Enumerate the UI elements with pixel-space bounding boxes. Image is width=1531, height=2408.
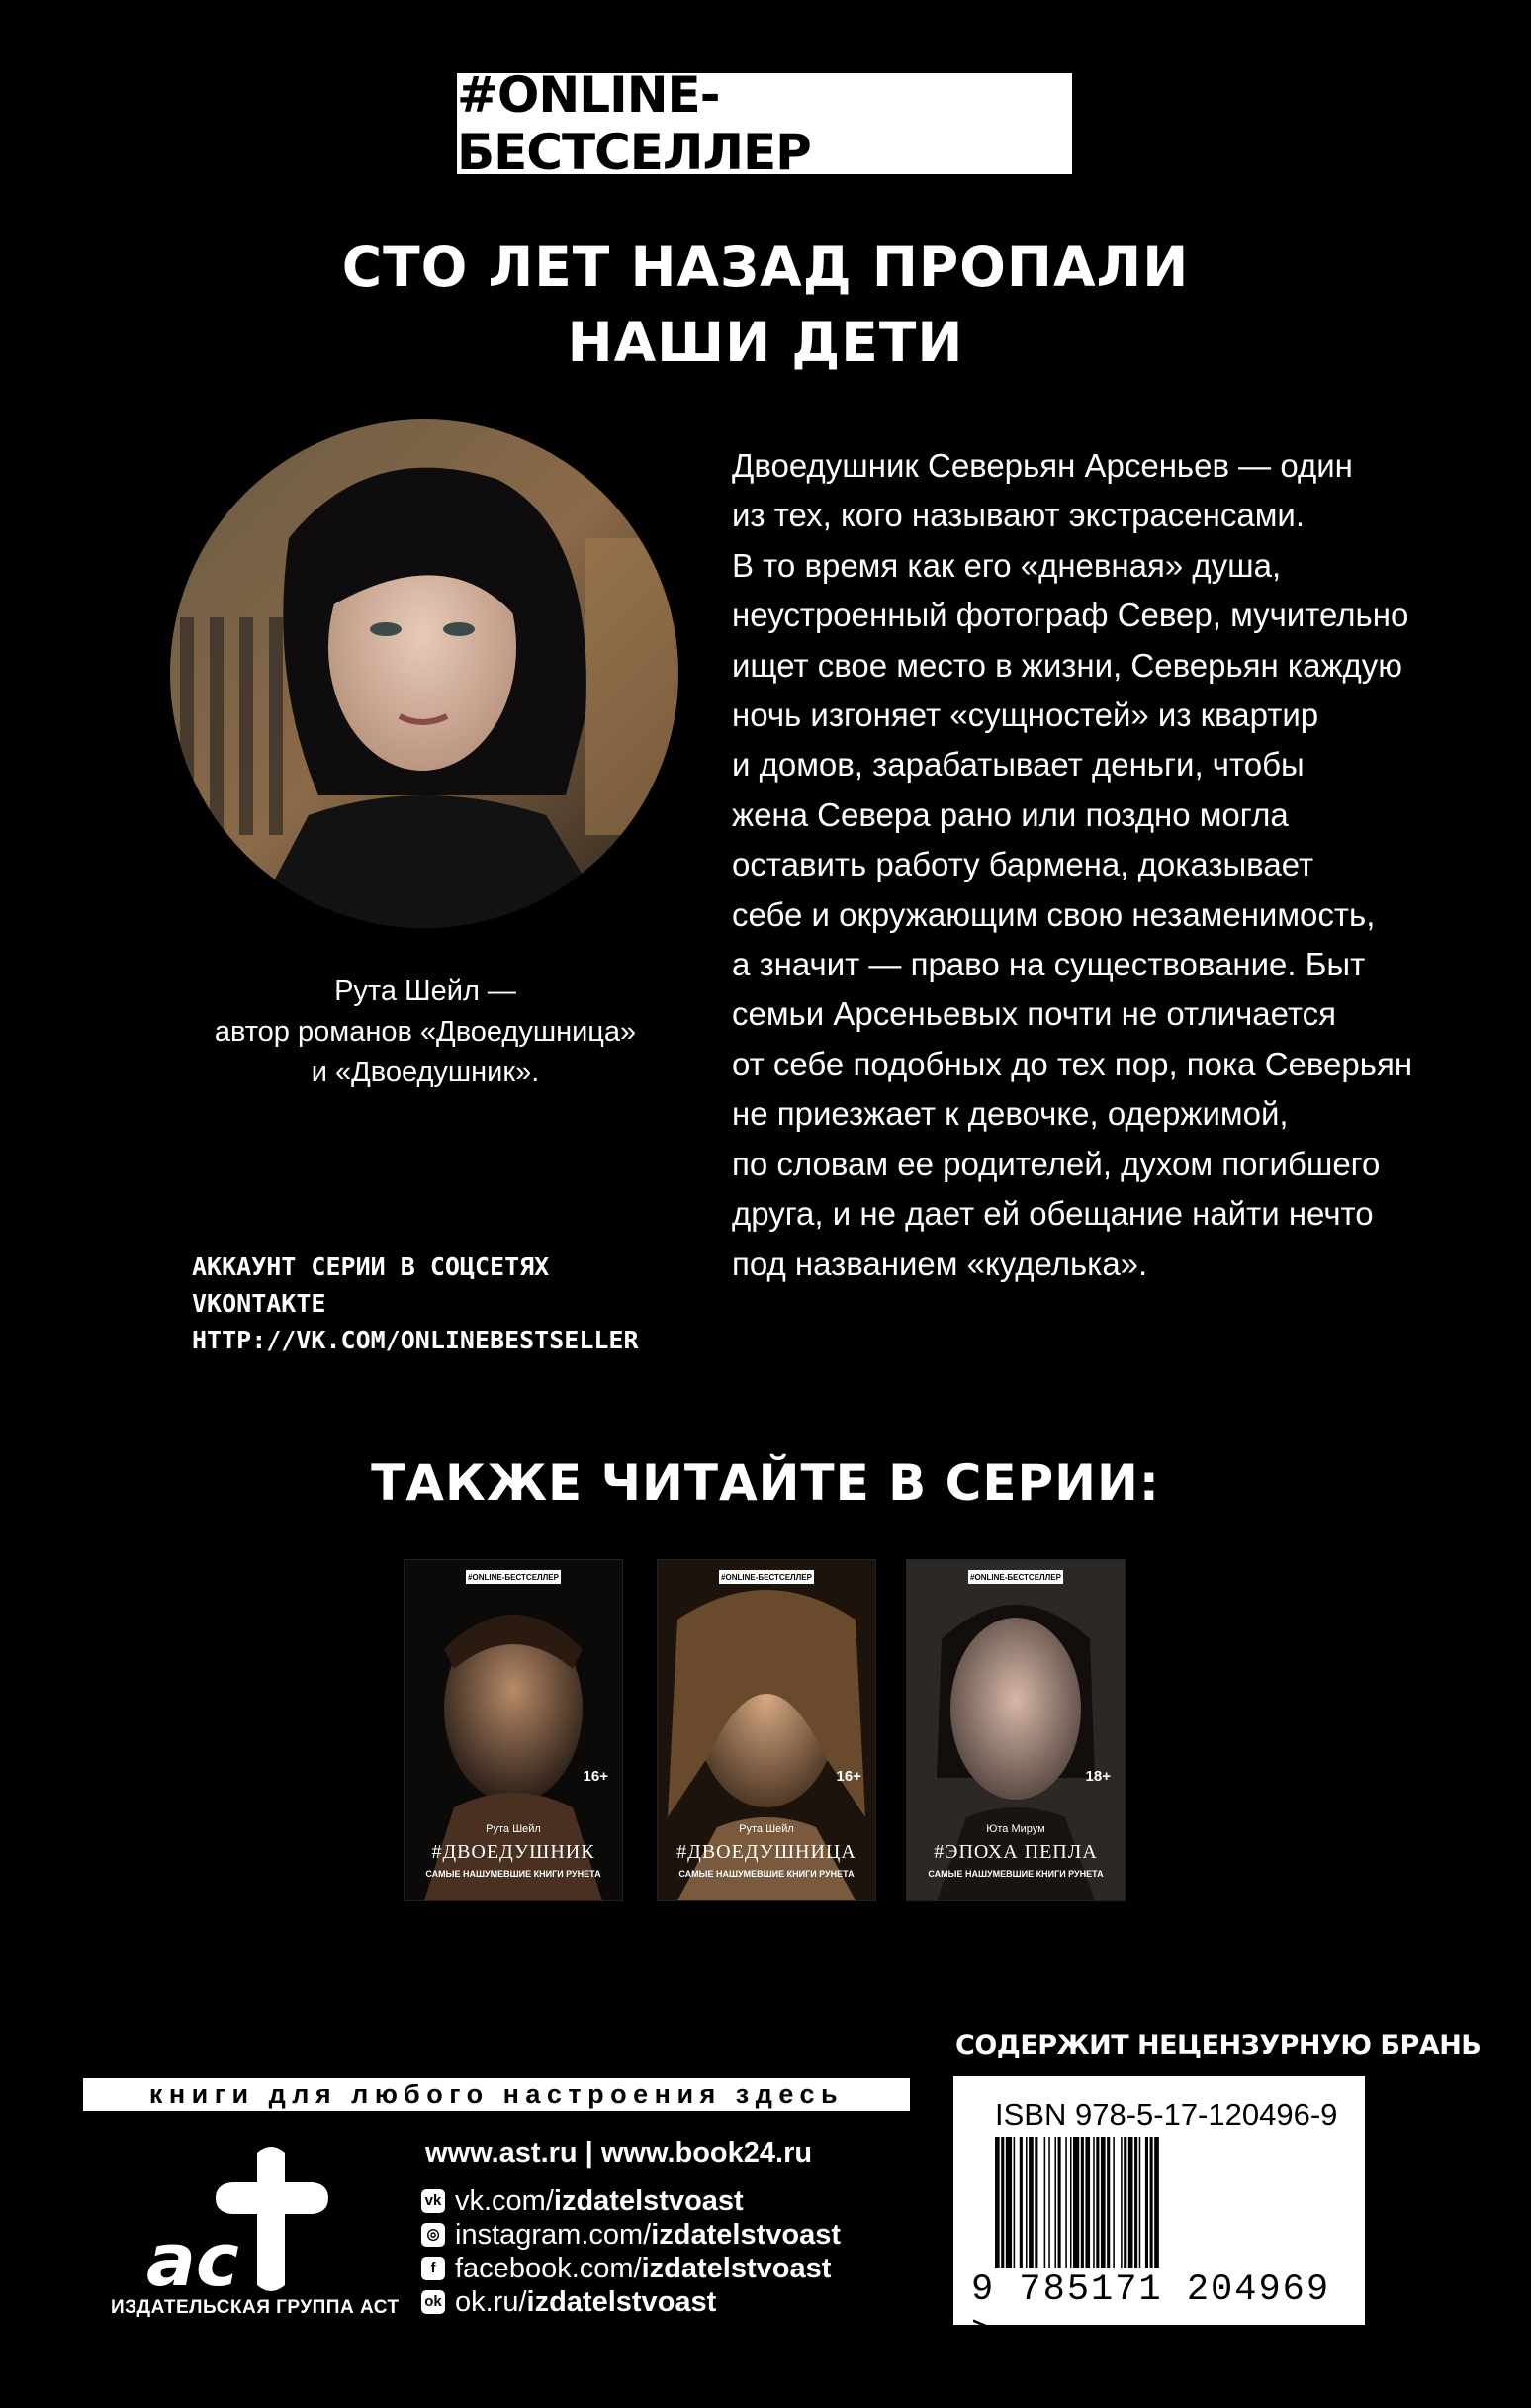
book-cover-dvoedushnitsa[interactable] (657, 1559, 876, 1901)
link-prefix: instagram.com/ (455, 2219, 652, 2251)
barcode-bar (1145, 2137, 1148, 2268)
blurb-line: семьи Арсеньевых почти не отличается (732, 995, 1337, 1033)
barcode-bar (1085, 2137, 1090, 2268)
book-author: Рута Шейл (486, 1823, 541, 1835)
book-series-badge: #ONLINE-БЕСТСЕЛЛЕР (968, 1570, 1063, 1584)
blurb-line: не приезжает к девочке, одержимой, (732, 1095, 1289, 1133)
book-cover-dvoedushnik[interactable] (404, 1559, 623, 1901)
barcode-bar (1029, 2137, 1034, 2268)
publisher-websites[interactable]: www.ast.ru | www.book24.ru (425, 2137, 813, 2169)
link-handle: izdatelstvoast (526, 2286, 717, 2318)
barcode-bar (1065, 2137, 1067, 2268)
barcode-bar (1058, 2137, 1061, 2268)
isbn-box (953, 2076, 1365, 2353)
blurb-line: и домов, зарабатывает деньги, чтобы (732, 746, 1305, 784)
caption-line-1: Рута Шейл — (334, 975, 516, 1007)
caption-line-2: автор романов «Двоедушница» (214, 1016, 637, 1048)
barcode-bar (1096, 2137, 1099, 2268)
book-age-rating: 18+ (1085, 1768, 1111, 1785)
blurb-line: друга, и не дает ей обещание найти нечто (732, 1195, 1374, 1233)
book-tagline: САМЫЕ НАШУМЕВШИЕ КНИГИ РУНЕТА (678, 1869, 855, 1879)
vk-link[interactable] (421, 2184, 841, 2218)
barcode-bar (1113, 2137, 1115, 2268)
barcode-bar (1048, 2137, 1050, 2268)
barcode-bar (1093, 2137, 1095, 2268)
mood-strip-label: книги для любого настроения здесь (148, 2079, 845, 2109)
book-author: Юта Мирум (986, 1823, 1045, 1835)
barcode-icon (995, 2137, 1327, 2268)
book-tagline: САМЫЕ НАШУМЕВШИЕ КНИГИ РУНЕТА (425, 1869, 601, 1879)
blurb-line: ночь изгоняет «сущностей» из квартир (732, 696, 1319, 734)
author-caption (148, 972, 702, 1093)
barcode-bar (1101, 2137, 1106, 2268)
book-author: Рута Шейл (739, 1823, 794, 1835)
link-prefix: facebook.com/ (455, 2253, 642, 2284)
blurb-line: под названием «куделька». (732, 1245, 1148, 1282)
book-blurb (732, 441, 1424, 1289)
barcode-bar (1044, 2137, 1046, 2268)
ok-link[interactable] (421, 2285, 841, 2319)
social-heading: АККАУНТ СЕРИИ В СОЦСЕТЯХ (192, 1252, 550, 1281)
series-badge (457, 66, 1072, 181)
barcode-bar (1070, 2137, 1072, 2268)
book-title: #ДВОЕДУШНИК (431, 1841, 595, 1863)
blurb-line: а значит — право на существование. Быт (732, 946, 1366, 983)
barcode-bar (1128, 2137, 1133, 2268)
headline-line-1: СТО ЛЕТ НАЗАД ПРОПАЛИ (341, 235, 1190, 299)
isbn-number: ISBN 978-5-17-120496-9 (995, 2097, 1338, 2132)
book-title: #ДВОЕДУШНИЦА (676, 1841, 856, 1863)
barcode-bar (1134, 2137, 1137, 2268)
series-badge-label: #ONLINE-БЕСТСЕЛЛЕР (457, 66, 811, 181)
publisher-name: ИЗДАТЕЛЬСКАЯ ГРУППА АСТ (111, 2297, 400, 2318)
barcode-bar (1035, 2137, 1037, 2268)
barcode-bar (1006, 2137, 1012, 2268)
series-social-account (192, 1249, 639, 1358)
svg-text:ac: ac (146, 2218, 239, 2303)
barcode-digits: 9 785171 204969 > (971, 2269, 1331, 2353)
instagram-link[interactable] (421, 2218, 841, 2252)
link-handle: izdatelstvoast (641, 2253, 832, 2284)
instagram-icon: ◎ (421, 2223, 445, 2247)
blurb-line: В то время как его «дневная» душа, (732, 546, 1282, 584)
ok-icon: ok (421, 2290, 445, 2314)
book-tagline: САМЫЕ НАШУМЕВШИЕ КНИГИ РУНЕТА (928, 1869, 1104, 1879)
blurb-line: жена Севера рано или поздно могла (732, 795, 1289, 833)
headline-line-2: НАШИ ДЕТИ (567, 311, 964, 374)
book-series-badge: #ONLINE-БЕСТСЕЛЛЕР (719, 1570, 814, 1584)
book-title: #ЭПОХА ПЕПЛА (934, 1841, 1098, 1863)
barcode-bar (1001, 2137, 1004, 2268)
blurb-line: от себе подобных до тех пор, пока Северьян (732, 1045, 1413, 1082)
publisher-social-links (421, 2184, 841, 2319)
social-url[interactable]: HTTP://VK.COM/ONLINEBESTSELLER (192, 1326, 639, 1354)
author-photo (170, 419, 678, 928)
blurb-line: по словам ее родителей, духом погибшего (732, 1145, 1381, 1182)
barcode-bar (1073, 2137, 1079, 2268)
caption-line-3: и «Двоедушник». (311, 1057, 540, 1088)
barcode-bar (1121, 2137, 1123, 2268)
barcode-bar (1014, 2137, 1016, 2268)
facebook-icon: f (421, 2257, 445, 2280)
book-age-rating: 16+ (583, 1768, 608, 1785)
barcode-bar (1081, 2137, 1084, 2268)
also-read-heading: ТАКЖЕ ЧИТАЙТЕ В СЕРИИ: (371, 1454, 1160, 1512)
barcode-bar (1054, 2137, 1056, 2268)
book-age-rating: 16+ (836, 1768, 861, 1785)
facebook-link[interactable] (421, 2252, 841, 2285)
blurb-line: Двоедушник Северьян Арсеньев — один (732, 447, 1353, 484)
barcode-bar (1154, 2137, 1159, 2268)
barcode-bar (1139, 2137, 1141, 2268)
social-network: VKONTAKTE (192, 1289, 326, 1318)
barcode-bar (995, 2137, 1000, 2268)
blurb-line: оставить работу бармена, доказывает (732, 846, 1314, 883)
book-cover-epokha-pepla[interactable] (906, 1559, 1126, 1901)
author-portrait-image (170, 419, 678, 928)
barcode-bar (1150, 2137, 1153, 2268)
blurb-line: себе и окружающим свою незаменимость, (732, 895, 1376, 933)
link-prefix: vk.com/ (455, 2185, 554, 2217)
blurb-line: ищет свое место в жизни, Северьян каждую (732, 646, 1403, 684)
link-handle: izdatelstvoast (651, 2219, 842, 2251)
barcode-bar (1020, 2137, 1023, 2268)
blurb-line: неустроенный фотограф Север, мучительно (732, 597, 1409, 634)
blurb-line: из тех, кого называют экстрасенсами. (732, 497, 1305, 534)
content-warning: СОДЕРЖИТ НЕЦЕНЗУРНУЮ БРАНЬ (955, 2030, 1482, 2061)
barcode-bar (1124, 2137, 1126, 2268)
mood-strip (83, 2078, 910, 2111)
link-handle: izdatelstvoast (553, 2185, 744, 2217)
headline (297, 230, 1234, 380)
barcode-bar (1107, 2137, 1110, 2268)
vk-icon: vk (421, 2189, 445, 2213)
barcode-bar (1026, 2137, 1028, 2268)
book-series-badge: #ONLINE-БЕСТСЕЛЛЕР (466, 1570, 561, 1584)
link-prefix: ok.ru/ (455, 2286, 527, 2318)
